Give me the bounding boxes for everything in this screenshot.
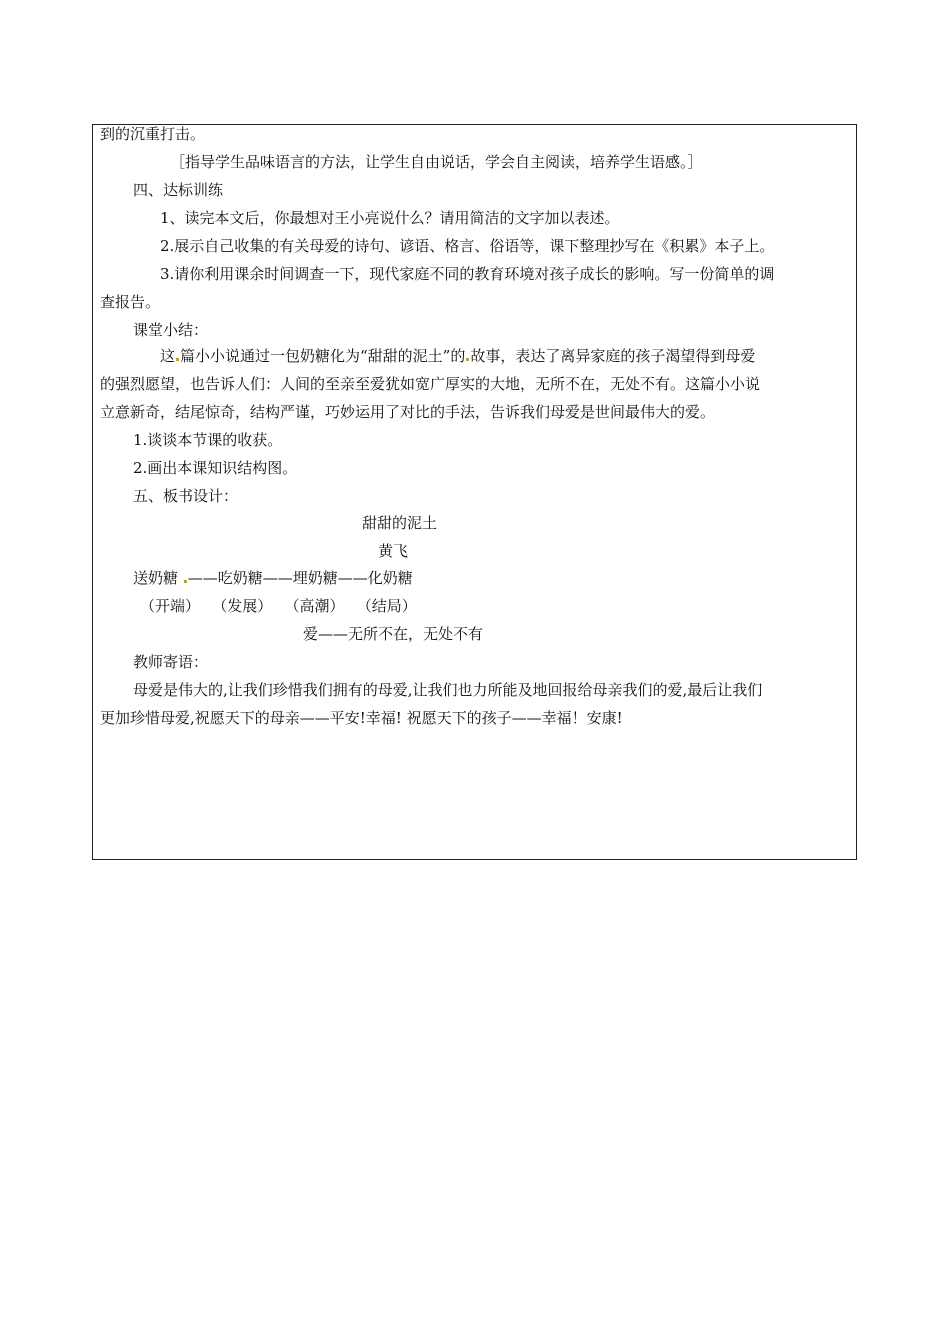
summary-paragraph-start: 这 篇小小说通过一包奶糖化为“甜甜的泥土”的 故事，表达了离异家庭的孩子渴望得到母爱 xyxy=(160,347,756,365)
teacher-message: 母爱是伟大的,让我们珍惜我们拥有的母爱,让我们也力所能及地回报给母亲我们的爱,最后让我们 xyxy=(133,681,763,699)
marker-dot xyxy=(176,358,179,361)
text-line: 到的沉重打击。 xyxy=(100,125,206,143)
summary-heading: 课堂小结： xyxy=(133,321,209,339)
marker-dot xyxy=(466,358,469,361)
marker-dot xyxy=(184,580,187,583)
summary-paragraph: 的强烈愿望，也告诉人们：人间的至亲至爱犹如宽广厚实的大地，无所不在，无处不有。这篇小小说 xyxy=(100,375,761,393)
exercise-1: 1、读完本文后，你最想对王小亮说什么？请用简洁的文字加以表述。 xyxy=(160,209,620,227)
summary-paragraph: 立意新奇，结尾惊奇，结构严谨，巧妙运用了对比的手法，告诉我们母爱是世间最伟大的爱。 xyxy=(100,403,716,421)
section-heading-4: 四、达标训练 xyxy=(133,181,224,199)
teacher-message: 更加珍惜母爱,祝愿天下的母亲——平安!幸福! 祝愿天下的孩子——幸福！安康! xyxy=(100,709,623,727)
board-theme: 爱——无所不在，无处不有 xyxy=(303,625,484,643)
teaching-note: ［指导学生品味语言的方法，让学生自由说话，学会自主阅读，培养学生语感。］ xyxy=(170,153,703,171)
text-line: 查报告。 xyxy=(100,293,161,311)
exercise-2: 2.展示自己收集的有关母爱的诗句、谚语、格言、俗语等，课下整理抄写在《积累》本子上。 xyxy=(160,237,775,255)
board-title: 甜甜的泥土 xyxy=(362,514,438,532)
teacher-message-heading: 教师寄语： xyxy=(133,653,209,671)
summary-item-1: 1.谈谈本节课的收获。 xyxy=(133,431,283,449)
board-plot-stages: （开端） （发展） （高潮） （结局） xyxy=(140,597,417,615)
board-author: 黄飞 xyxy=(378,542,409,560)
exercise-3: 3.请你利用课余时间调查一下，现代家庭不同的教育环境对孩子成长的影响。写一份简单的调 xyxy=(160,265,775,283)
summary-item-2: 2.画出本课知识结构图。 xyxy=(133,459,298,477)
section-heading-5: 五、板书设计： xyxy=(133,487,239,505)
board-plot-line: 送奶糖 ——吃奶糖——埋奶糖——化奶糖 xyxy=(133,569,413,587)
